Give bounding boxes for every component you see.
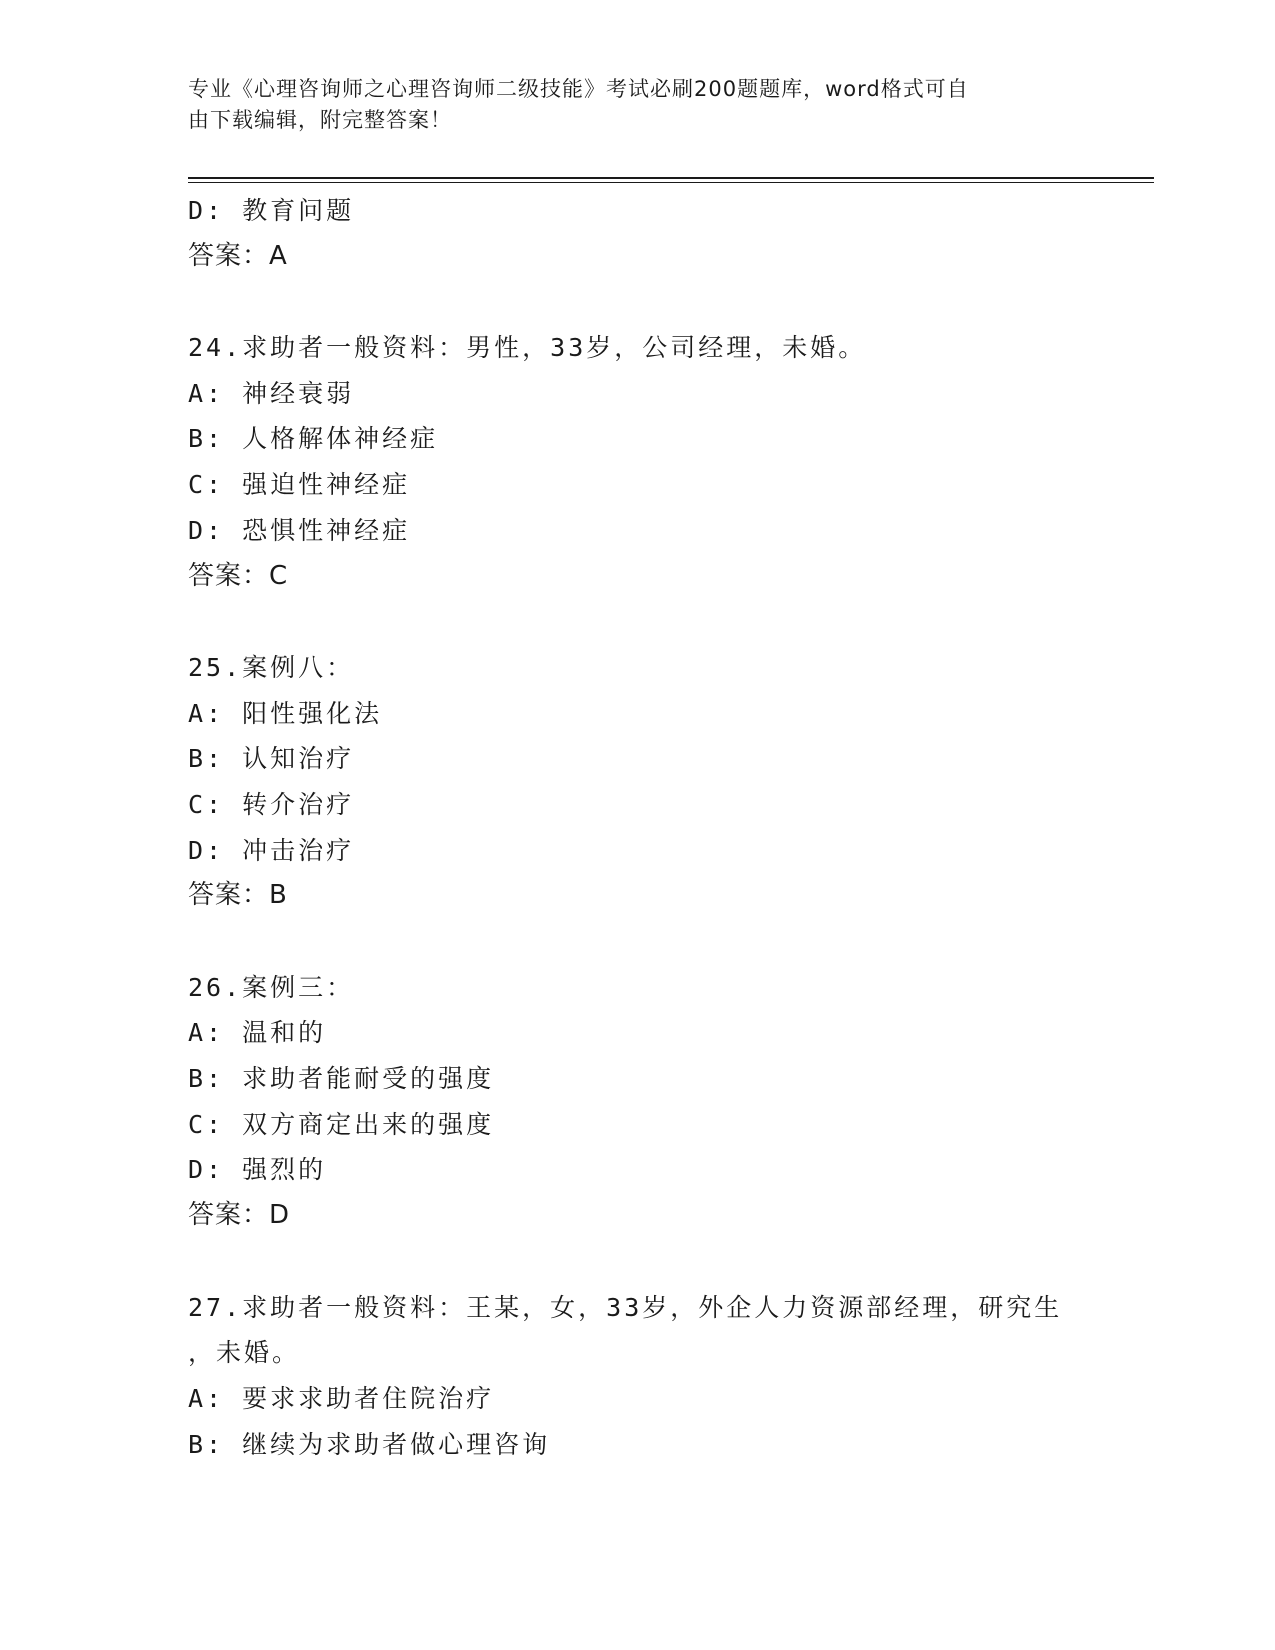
question-stem: 26.案例三：	[188, 972, 355, 1002]
answer-line: 答案：D	[188, 1200, 291, 1231]
header-line-1: 专业《心理咨询师之心理咨询师二级技能》考试必刷200题题库，word格式可自	[188, 77, 969, 101]
option-d: D: 恐惧性神经症	[188, 515, 411, 545]
question-gap	[188, 919, 1088, 965]
option-a: A: 温和的	[188, 1018, 327, 1048]
question-stem: 25.案例八：	[188, 652, 355, 682]
option-c: C: 双方商定出来的强度	[188, 1109, 495, 1139]
option-b: B: 求助者能耐受的强度	[188, 1064, 495, 1094]
option-b: B: 认知治疗	[188, 744, 355, 774]
option-c: C: 强迫性神经症	[188, 470, 411, 500]
question-stem: 27.求助者一般资料：王某，女，33岁，外企人力资源部经理，研究生	[188, 1292, 1063, 1322]
question-gap	[188, 279, 1088, 325]
option-a: A: 神经衰弱	[188, 378, 355, 408]
option-c: C: 转介治疗	[188, 789, 355, 819]
answer-line: 答案：B	[188, 880, 288, 911]
question-gap	[188, 1239, 1088, 1285]
option-a: A: 要求求助者住院治疗	[188, 1383, 495, 1413]
option-a: A: 阳性强化法	[188, 698, 383, 728]
question-list	[188, 188, 1088, 1467]
header-divider-thin	[188, 182, 1154, 183]
header-line-2: 由下载编辑，附完整答案！	[188, 108, 452, 132]
header-divider-thick	[188, 177, 1154, 179]
document-header	[188, 74, 1088, 136]
option-d: D: 冲击治疗	[188, 835, 355, 865]
answer-line: 答案：A	[188, 240, 288, 271]
option-b: B: 继续为求助者做心理咨询	[188, 1429, 551, 1459]
answer-line: 答案：C	[188, 560, 289, 591]
question-stem: 24.求助者一般资料：男性，33岁，公司经理，未婚。	[188, 333, 867, 363]
option-b: B: 人格解体神经症	[188, 424, 439, 454]
option-d: D: 教育问题	[188, 196, 355, 225]
option-d: D: 强烈的	[188, 1155, 327, 1185]
question-stem-continued: ，未婚。	[188, 1338, 301, 1368]
question-gap	[188, 599, 1088, 645]
